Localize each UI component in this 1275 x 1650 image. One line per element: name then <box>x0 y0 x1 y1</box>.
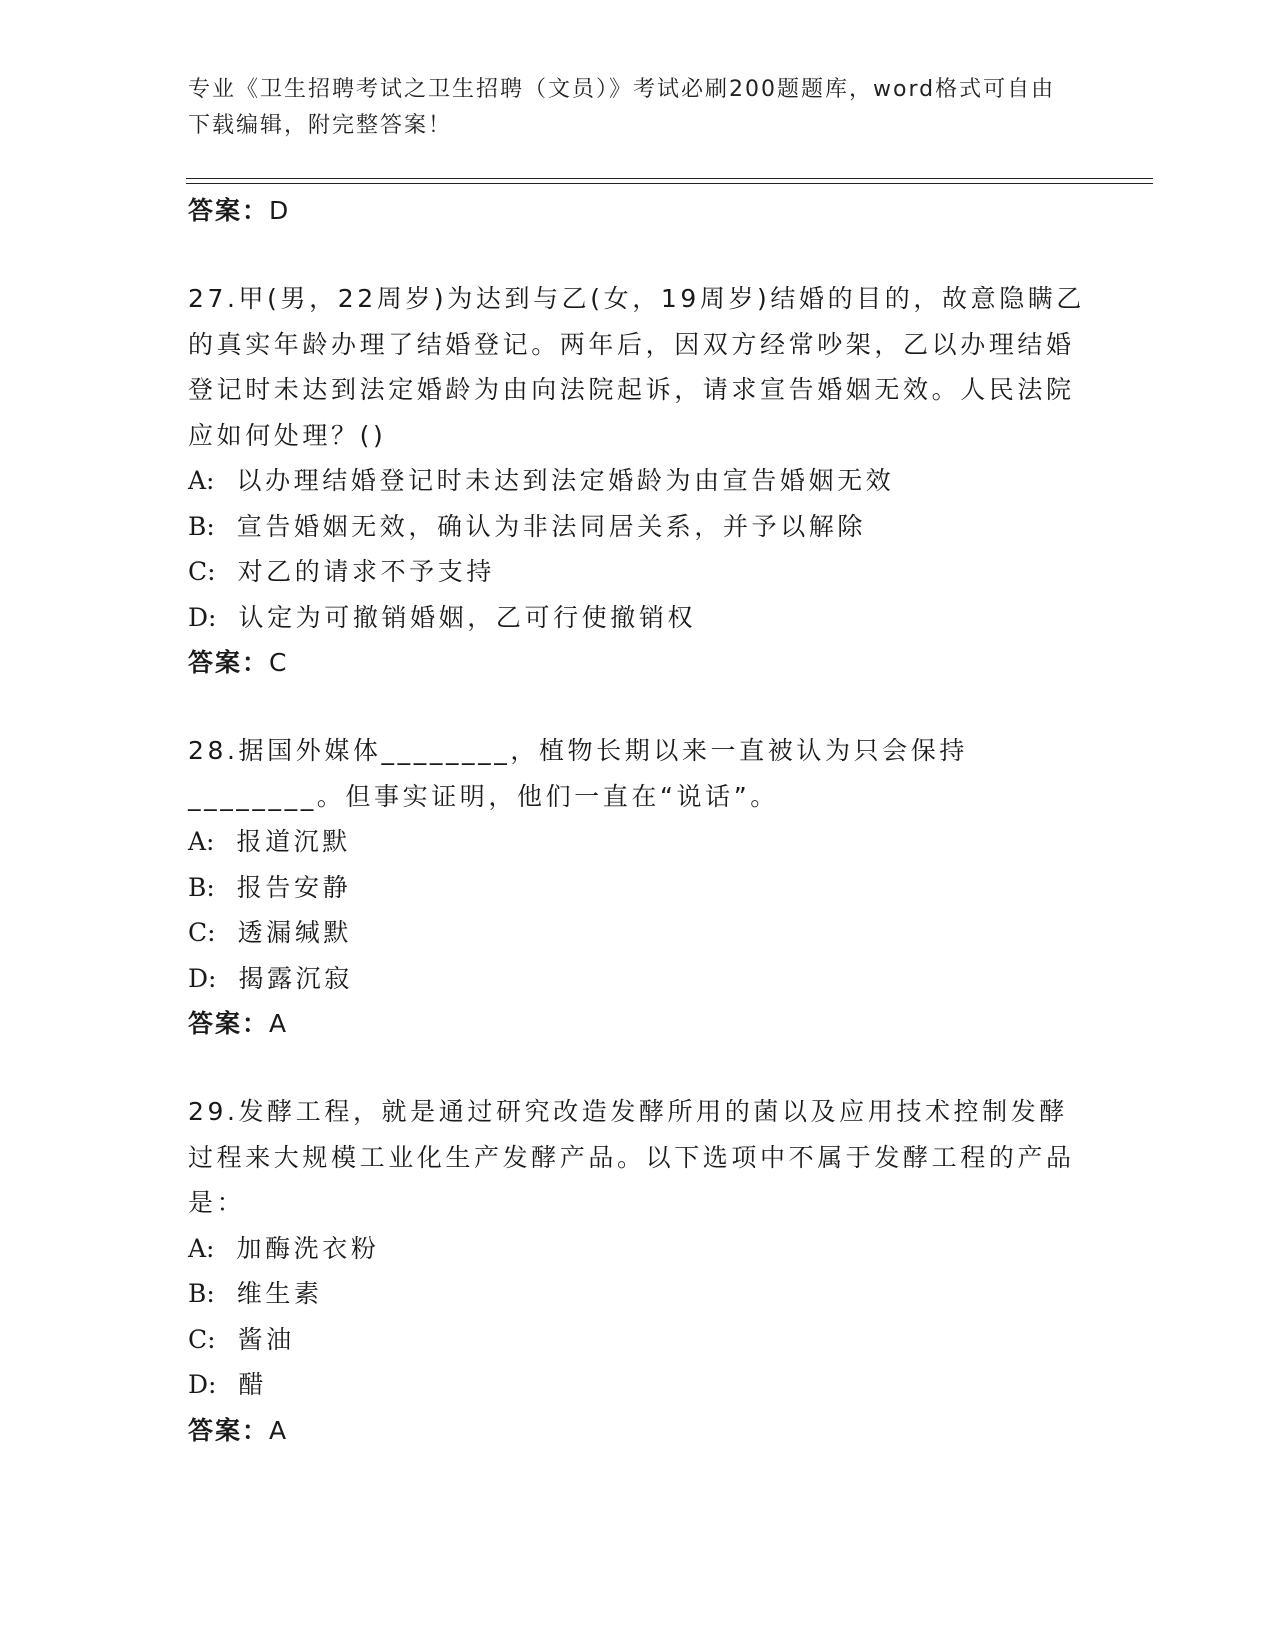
answer-value: A <box>269 1415 289 1445</box>
header-divider-top <box>186 178 1153 179</box>
answer-label: 答案： <box>188 196 270 225</box>
option-c <box>188 910 1088 956</box>
document-header: 专业《卫生招聘考试之卫生招聘（文员）》考试必刷200题题库，word格式可自由下载编辑，附完整答案！ <box>188 77 1056 138</box>
option-text: 以办理结婚登记时未达到法定婚龄为由宣告婚姻无效 <box>236 466 895 495</box>
answer-label: 答案： <box>188 1415 270 1445</box>
option-letter: D: <box>188 602 217 632</box>
option-text: 宣告婚姻无效，确认为非法同居关系，并予以解除 <box>236 511 866 541</box>
option-letter: A: <box>188 466 215 495</box>
option-c <box>188 1317 1088 1363</box>
document-body <box>188 188 1088 1454</box>
question-28 <box>188 728 1088 1047</box>
option-a <box>188 458 1088 504</box>
option-text: 报道沉默 <box>236 827 351 856</box>
previous-answer <box>188 188 1088 234</box>
option-a <box>188 819 1088 865</box>
question-answer <box>188 1408 1088 1454</box>
option-letter: B: <box>188 511 215 541</box>
answer-value: A <box>269 1009 289 1038</box>
option-letter: D: <box>188 1370 217 1399</box>
header-divider-bottom <box>186 183 1153 184</box>
option-text: 加酶洗衣粉 <box>236 1233 380 1263</box>
option-text: 报告安静 <box>236 872 352 902</box>
question-answer <box>188 1001 1088 1047</box>
option-d <box>188 1362 1088 1408</box>
answer-value: C <box>269 648 289 677</box>
option-b <box>188 865 1088 911</box>
option-text: 透漏缄默 <box>237 918 352 947</box>
question-text: 27.甲(男，22周岁)为达到与乙(女，19周岁)结婚的目的，故意隐瞒乙的真实年龄办理了结婚登记。两年后，因双方经常吵架，乙以办理结婚登记时未达到法定婚龄为由向法院起诉，请求宣告婚姻无效。人民法院应如何处理？() <box>188 284 1085 450</box>
answer-label: 答案： <box>188 648 270 677</box>
question-text: 29.发酵工程，就是通过研究改造发酵所用的菌以及应用技术控制发酵过程来大规模工业化生产发酵产品。以下选项中不属于发酵工程的产品是： <box>188 1097 1075 1217</box>
option-b <box>188 504 1088 550</box>
option-d <box>188 595 1088 641</box>
option-d <box>188 956 1088 1002</box>
option-text: 酱油 <box>237 1324 295 1354</box>
option-text: 醋 <box>238 1370 268 1399</box>
option-b <box>188 1271 1088 1317</box>
option-a <box>188 1226 1088 1272</box>
option-letter: C: <box>188 1324 216 1354</box>
option-letter: A: <box>188 827 215 856</box>
option-letter: A: <box>188 1233 215 1263</box>
answer-label: 答案： <box>188 1009 270 1038</box>
question-27 <box>188 276 1088 686</box>
question-29 <box>188 1089 1088 1454</box>
option-text: 认定为可撤销婚姻，乙可行使撤销权 <box>238 602 697 632</box>
option-c <box>188 549 1088 595</box>
option-text: 维生素 <box>236 1279 323 1308</box>
answer-value: D <box>269 196 291 225</box>
question-text: 28.据国外媒体________，植物长期以来一直被认为只会保持________。但事实证明，他们一直在“说话”。 <box>188 736 968 811</box>
option-text: 揭露沉寂 <box>238 963 353 993</box>
option-letter: D: <box>188 963 217 993</box>
option-letter: C: <box>188 557 216 586</box>
option-letter: B: <box>188 872 215 902</box>
option-text: 对乙的请求不予支持 <box>237 557 495 586</box>
option-letter: C: <box>188 918 216 947</box>
option-letter: B: <box>188 1279 215 1308</box>
question-answer <box>188 640 1088 686</box>
